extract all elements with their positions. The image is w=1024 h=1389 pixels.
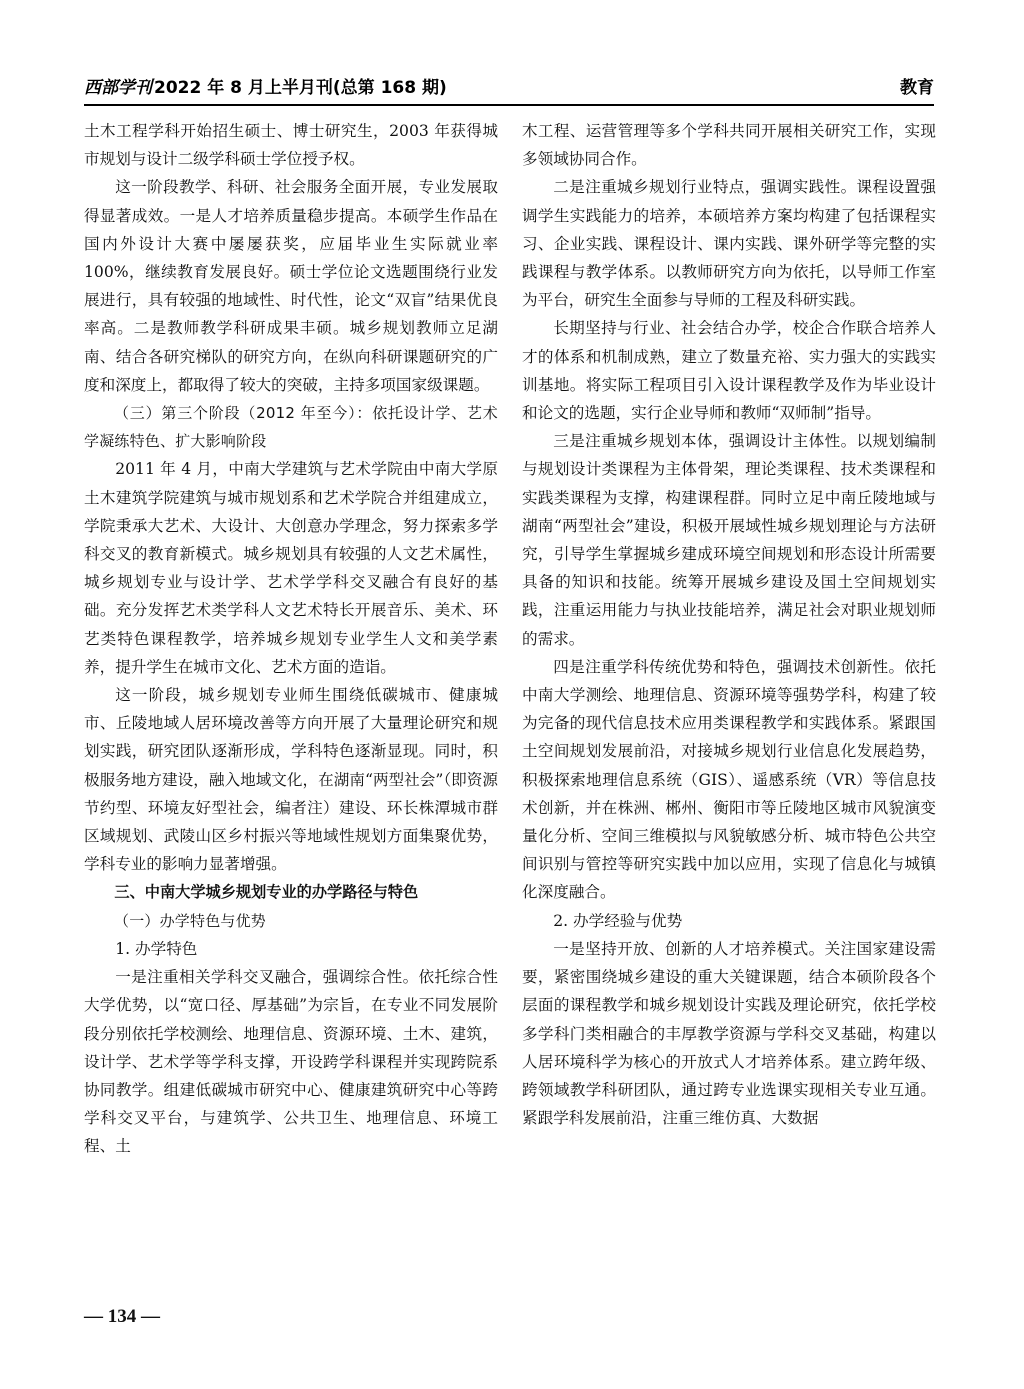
paragraph: 一是坚持开放、创新的人才培养模式。关注国家建设需要，紧密围绕城乡建设的重大关键课题，结合本硕阶段各个层面的课程教学和城乡规划设计实践及理论研究，依托学校多学科门类相融合的丰厚教学资源与学科交叉基础，构建以人居环境科学为核心的开放式人才培养体系。建立跨年级、跨领域教学科研团队，通过跨专业选课实现相关专业互通。紧跟学科发展前沿，注重三维仿真、大数据 <box>522 939 936 1128</box>
paragraph: 三是注重城乡规划本体，强调设计主体性。以规划编制与规划设计类课程为主体骨架，理论类课程、技术类课程和实践类课程为支撑，构建课程群。同时立足中南丘陵地域与湖南“两型社会”建设，积极开展域性城乡规划理论与方法研究，引导学生掌握城乡建成环境空间规划和形态设计所需要具备的知识和技能。统筹开展城乡建设及国土空间规划实践，注重运用能力与执业技能培养，满足社会对职业规划师的需求。 <box>522 432 936 648</box>
subsection-heading: （三）第三个阶段（2012 年至今）：依托设计学、艺术学凝练特色、扩大影响阶段 <box>84 404 498 451</box>
right-column <box>522 117 936 1132</box>
paragraph: 2011 年 4 月，中南大学建筑与艺术学院由中南大学原土木建筑学院建筑与城市规划系和艺术学院合并组建成立，学院秉承大艺术、大设计、大创意办学理念，努力探索多学科交叉的教育新模式。城乡规划具有较强的人文艺术属性，城乡规划专业与设计学、艺术学学科交叉融合有良好的基础。充分发挥艺术类学科人文艺术特长开展音乐、美术、环艺类特色课程教学，培养城乡规划专业学生人文和美学素养，提升学生在城市文化、艺术方面的造诣。 <box>84 460 498 676</box>
paragraph: 一是注重相关学科交叉融合，强调综合性。依托综合性大学优势，以“宽口径、厚基础”为宗旨，在专业不同发展阶段分别依托学校测绘、地理信息、资源环境、土木、建筑，设计学、艺术学等学科支撑，开设跨学科课程并实现跨院系协同教学。组建低碳城市研究中心、健康建筑研究中心等跨学科交叉平台，与建筑学、公共卫生、地理信息、环境工程、土 <box>84 968 498 1156</box>
page-number: — 134 — <box>84 1306 160 1327</box>
paragraph: 2. 办学经验与优势 <box>553 911 683 930</box>
paragraph: 这一阶段，城乡规划专业师生围绕低碳城市、健康城市、丘陵地域人居环境改善等方向开展了大量理论研究和规划实践，研究团队逐渐形成，学科特色逐渐显现。同时，积极服务地方建设，融入地域文化，在湖南“两型社会”（即资源节约型、环境友好型社会，编者注）建设、环长株潭城市群区域规划、武陵山区乡村振兴等地域性规划方面集聚优势，学科专业的影响力显著增强。 <box>84 686 498 874</box>
subsection-heading: （一）办学特色与优势 <box>114 911 267 930</box>
section-heading: 三、中南大学城乡规划专业的办学路径与特色 <box>114 883 419 902</box>
paragraph: 土木工程学科开始招生硕士、博士研究生，2003 年获得城市规划与设计二级学科硕士学位授予权。 <box>84 122 498 169</box>
issue-info: 2022 年 8 月上半月刊(总第 168 期) <box>154 78 447 98</box>
paragraph: 这一阶段教学、科研、社会服务全面开展，专业发展取得显著成效。一是人才培养质量稳步提高。本硕学生作品在国内外设计大赛中屡屡获奖，应届毕业生实际就业率 100%，继续教育发展良好。硕士学位论文选题围绕行业发展进行，具有较强的地域性、时代性，论文“双盲”结果优良率高。二是教师教学科研成果丰硕。城乡规划教师立足湖南、结合各研究梯队的研究方向，在纵向科研课题研究的广度和深度上，都取得了较大的突破，主持多项国家级课题。 <box>84 178 498 394</box>
header-divider <box>84 104 934 106</box>
running-header <box>84 72 934 98</box>
section-label: 教育 <box>900 78 934 98</box>
header-left <box>84 73 447 98</box>
paragraph: 四是注重学科传统优势和特色，强调技术创新性。依托中南大学测绘、地理信息、资源环境等强势学科，构建了较为完备的现代信息技术应用类课程教学和实践体系。紧跟国土空间规划发展前沿，对接城乡规划行业信息化发展趋势，积极探索地理信息系统（GIS）、遥感系统（VR）等信息技术创新，并在株洲、郴州、衡阳市等丘陵地区城市风貌演变量化分析、空间三维模拟与风貌敏感分析、城市特色公共空间识别与管控等研究实践中加以应用，实现了信息化与城镇化深度融合。 <box>522 657 936 902</box>
paragraph: 长期坚持与行业、社会结合办学，校企合作联合培养人才的体系和机制成熟，建立了数量充裕、实力强大的实践实训基地。将实际工程项目引入设计课程教学及作为毕业设计和论文的选题，实行企业导师和教师“双师制”指导。 <box>522 319 936 423</box>
journal-name: 西部学刊 <box>84 78 152 98</box>
paragraph: 二是注重城乡规划行业特点，强调实践性。课程设置强调学生实践能力的培养，本硕培养方案均构建了包括课程实习、企业实践、课程设计、课内实践、课外研学等完整的实践课程与教学体系。以教师研究方向为依托，以导师工作室为平台，研究生全面参与导师的工程及科研实践。 <box>522 178 936 310</box>
paragraph: 1. 办学特色 <box>115 939 198 958</box>
paragraph: 木工程、运营管理等多个学科共同开展相关研究工作，实现多领域协同合作。 <box>522 122 936 169</box>
left-column <box>84 117 498 1161</box>
